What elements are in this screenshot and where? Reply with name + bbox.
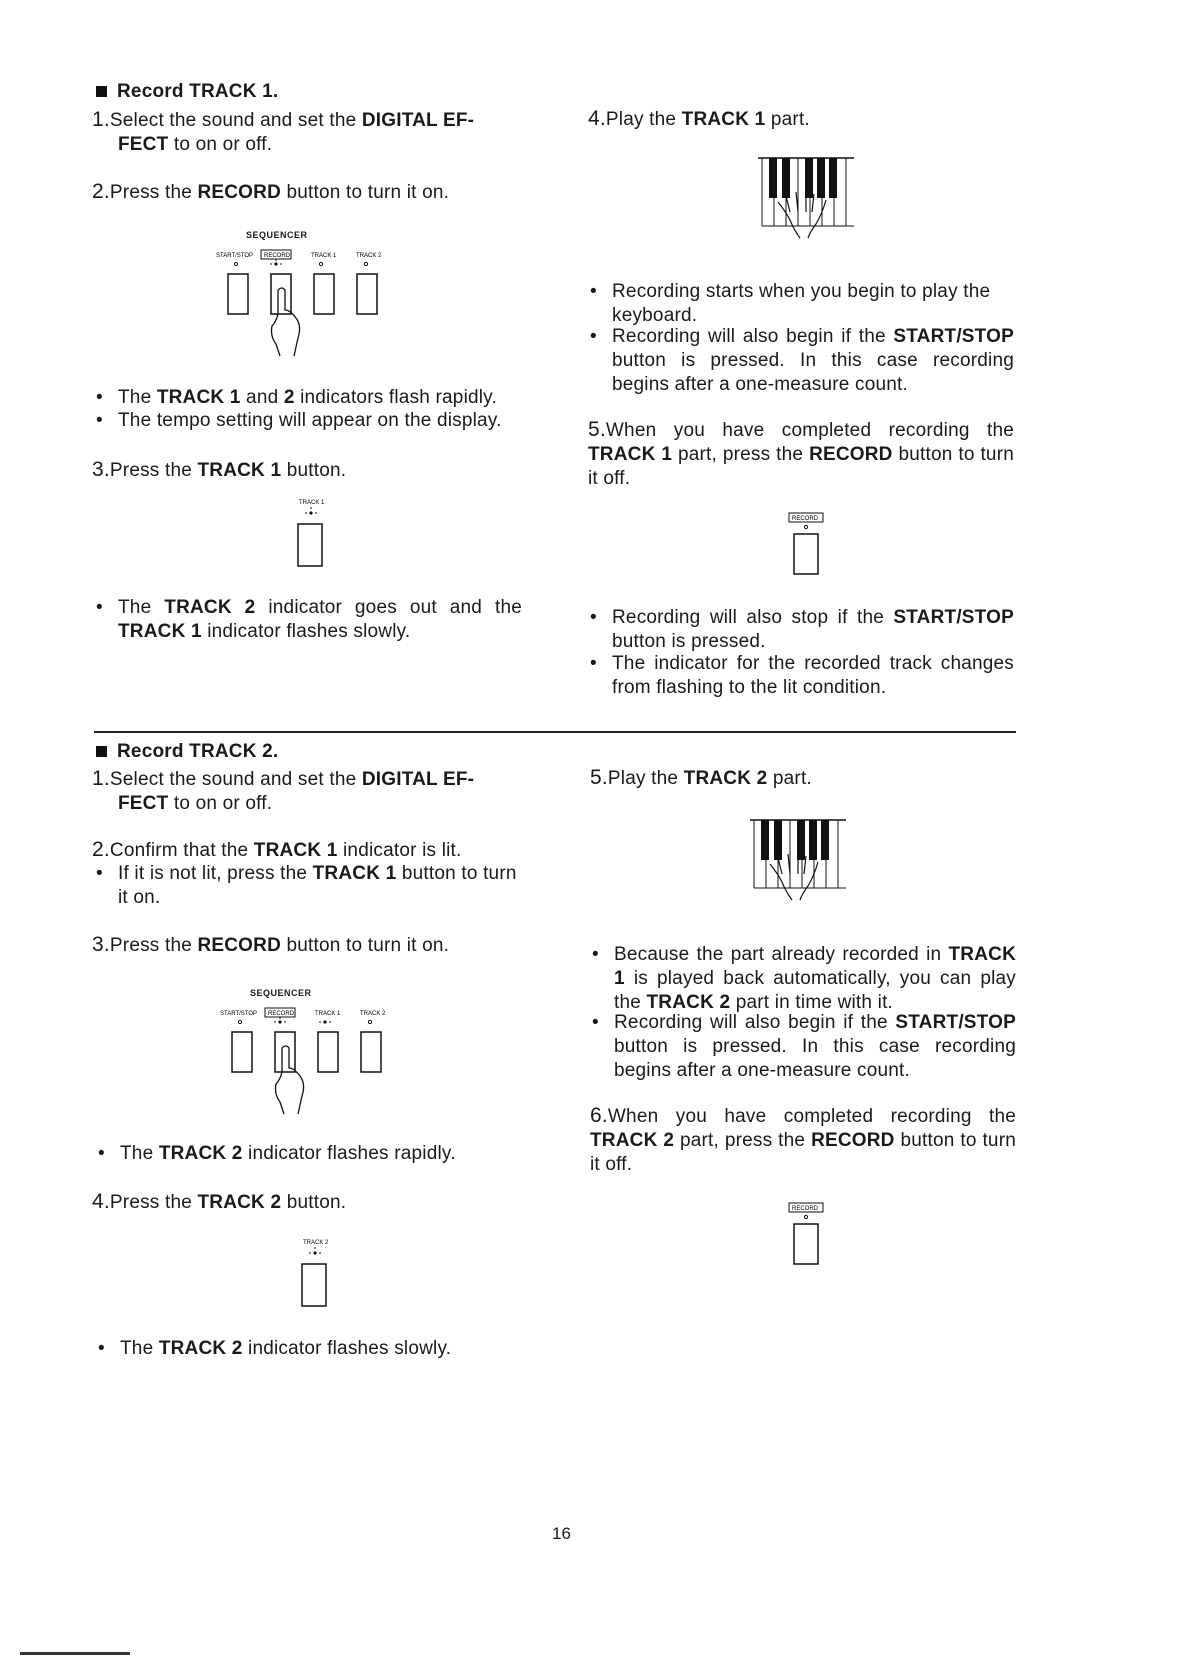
r2-step-1: 1.Select the sound and set the DIGITAL EF- FECT to on or off.: [92, 767, 475, 814]
track-1-label: TRACK 1: [315, 1011, 341, 1017]
r2-step-2: 2.Confirm that the TRACK 1 indicator is lit.: [92, 838, 462, 861]
r1-step-5: 5.When you have completed recording the TRACK 1 part, press the RECORD button to turn it off.: [588, 418, 1014, 489]
r1-bullet-6: Recording will also stop if the START/STOP button is pressed.: [612, 607, 1014, 652]
hand-icon: [770, 854, 818, 900]
keyboard-hand-diagram-2: [748, 818, 848, 902]
r1-step-1: 1.Select the sound and set the DIGITAL EF- FECT to on or off.: [92, 108, 475, 155]
sequencer-panel-diagram-1: [210, 226, 410, 376]
pointing-hand-icon: [272, 288, 300, 356]
r2-bullet-1: If it is not lit, press the TRACK 1 button to turn it on.: [118, 863, 517, 908]
r1-step-2: 2.Press the RECORD button to turn it on.: [92, 180, 450, 203]
r1-step-4: 4.Play the TRACK 1 part.: [588, 107, 810, 130]
track-2-label: TRACK 2: [356, 253, 382, 259]
r1-bullet-7: The indicator for the recorded track changes from flashing to the lit condition.: [612, 653, 1014, 698]
record-label: RECORD: [268, 1011, 295, 1017]
square-bullet-icon: [96, 86, 107, 97]
page-number: 16: [552, 1524, 571, 1543]
scan-edge-mark: [20, 1652, 130, 1655]
track-1-button-diagram: [290, 496, 340, 576]
sequencer-label: SEQUENCER: [246, 230, 308, 240]
r1-bullet-5: Recording will also begin if the START/STOP button is pressed. In this case recording begins after a one-measure count.: [612, 326, 1014, 395]
r1-bullet-1: The TRACK 1 and 2 indicators flash rapidly.: [118, 387, 497, 408]
start-stop-label: START/STOP: [216, 253, 254, 259]
r2-step-3: 3.Press the RECORD button to turn it on.: [92, 933, 450, 956]
r1-bullet-2: The tempo setting will appear on the display.: [118, 410, 502, 431]
track-1-label: TRACK 1: [311, 253, 337, 259]
track-1-label: TRACK 1: [299, 500, 325, 506]
r2-step-6: 6.When you have completed recording the TRACK 2 part, press the RECORD button to turn it off.: [590, 1104, 1016, 1175]
r2-step-5: 5.Play the TRACK 2 part.: [590, 766, 812, 789]
record-label: RECORD: [792, 516, 819, 522]
hand-icon: [778, 192, 826, 238]
track-2-label: TRACK 2: [303, 1240, 329, 1246]
r2-bullet-3: The TRACK 2 indicator flashes slowly.: [120, 1338, 452, 1359]
sequencer-panel-diagram-2: [214, 984, 414, 1134]
r2-step-4: 4.Press the TRACK 2 button.: [92, 1190, 347, 1213]
start-stop-label: START/STOP: [220, 1011, 258, 1017]
track-2-button: [357, 274, 377, 314]
r2-bullet-2: The TRACK 2 indicator flashes rapidly.: [120, 1143, 456, 1164]
track-2-label: TRACK 2: [360, 1011, 386, 1017]
track-2-button-diagram: [294, 1236, 344, 1316]
r1-bullet-4: Recording starts when you begin to play the keyboard.: [612, 281, 991, 326]
record-label: RECORD: [264, 253, 291, 259]
keyboard-hand-diagram-1: [756, 156, 856, 240]
record-label: RECORD: [792, 1206, 819, 1212]
r1-step-3: 3.Press the TRACK 1 button.: [92, 458, 347, 481]
section-divider: [94, 731, 1016, 733]
sequencer-label: SEQUENCER: [250, 988, 312, 998]
start-stop-button: [228, 274, 248, 314]
r2-bullet-4: Because the part already recorded in TRACK 1 is played back automatically, you can play the TRACK 2 part in time with it.: [614, 944, 1016, 1013]
section-heading-record-track-1: Record TRACK 1.: [96, 80, 278, 104]
pointing-hand-icon: [276, 1046, 304, 1114]
r1-bullet-3: The TRACK 2 indicator goes out and the TRACK 1 indicator flashes slowly.: [118, 597, 522, 642]
section-heading-record-track-2: Record TRACK 2.: [96, 740, 278, 764]
square-bullet-icon: [96, 746, 107, 757]
r2-bullet-5: Recording will also begin if the START/STOP button is pressed. In this case recording begins after a one-measure count.: [614, 1012, 1016, 1081]
record-button-diagram-1: [784, 510, 834, 580]
record-button-diagram-2: [784, 1200, 834, 1270]
record-button: [271, 274, 291, 314]
track-1-button: [314, 274, 334, 314]
